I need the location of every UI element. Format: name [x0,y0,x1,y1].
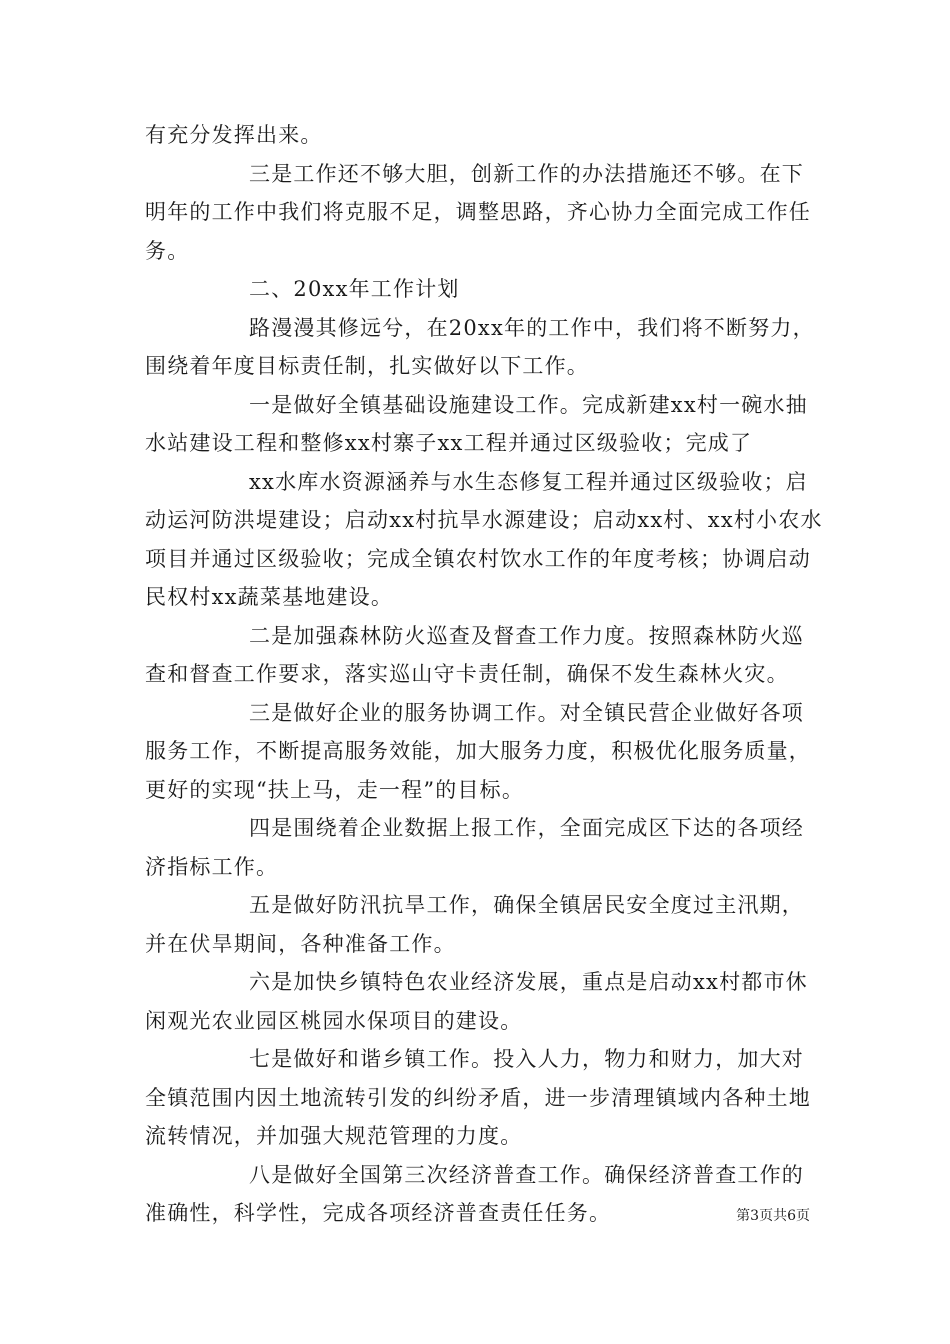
paragraph: 一是做好全镇基础设施建设工作。完成新建xx村一碗水抽水站建设工程和整修xx村寨子xx工程并通过区级验收；完成了 [145,392,808,455]
page-number: 第3页共6页 [736,1208,810,1224]
paragraph: 八是做好全国第三次经济普查工作。确保经济普查工作的准确性，科学性，完成各项经济普查责任任务。 [145,1162,804,1225]
paragraph: 三是工作还不够大胆，创新工作的办法措施还不够。在下明年的工作中我们将克服不足，调整思路，齐心协力全面完成工作任务。 [145,161,811,263]
paragraph: 五是做好防汛抗旱工作，确保全镇居民安全度过主汛期，并在伏旱期间，各种准备工作。 [145,893,804,956]
paragraph: 二是加强森林防火巡查及督查工作力度。按照森林防火巡查和督查工作要求，落实巡山守卡责任制，确保不发生森林火灾。 [145,623,804,686]
paragraph: 有充分发挥出来。 [145,123,323,147]
paragraph: 六是加快乡镇特色农业经济发展，重点是启动xx村都市休闲观光农业园区桃园水保项目的建设。 [145,970,808,1033]
document-body [145,116,825,1233]
paragraph: 七是做好和谐乡镇工作。投入人力，物力和财力，加大对全镇范围内因土地流转引发的纠纷矛盾，进一步清理镇域内各种土地流转情况，并加强大规范管理的力度。 [145,1047,811,1148]
paragraph: xx水库水资源涵养与水生态修复工程并通过区级验收；启动运河防洪堤建设；启动xx村抗旱水源建设；启动xx村、xx村小农水项目并通过区级验收；完成全镇农村饮水工作的年度考核；协调启动民权村xx蔬菜基地建设。 [145,469,823,609]
paragraph: 三是做好企业的服务协调工作。对全镇民营企业做好各项服务工作，不断提高服务效能，加大服务力度，积极优化服务质量，更好的实现“扶上马，走一程”的目标。 [145,700,811,802]
paragraph: 路漫漫其修远兮，在20xx年的工作中，我们将不断努力，围绕着年度目标责任制，扎实做好以下工作。 [145,315,815,378]
paragraph: 四是围绕着企业数据上报工作，全面完成区下达的各项经济指标工作。 [145,816,804,879]
section-heading: 二、20xx年工作计划 [249,277,460,301]
